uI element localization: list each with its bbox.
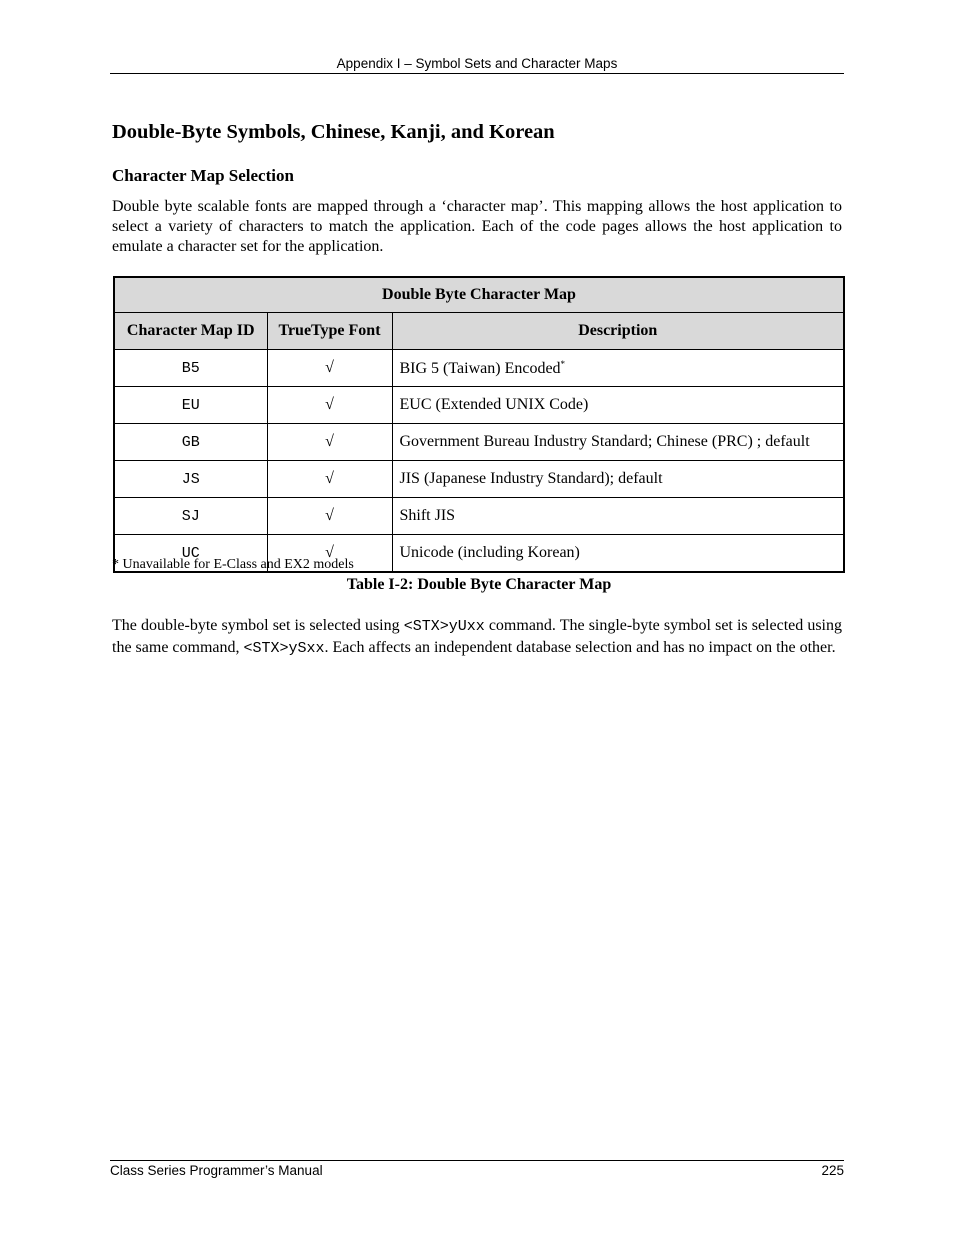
table-footnote: * Unavailable for E-Class and EX2 models [112,557,354,572]
description-cell [392,350,844,387]
running-footer [110,1160,844,1178]
table-header-row [114,313,844,350]
checkmark-cell: √ [267,424,392,461]
description-cell: JIS (Japanese Industry Standard); default [392,461,844,498]
checkmark-cell: √ [267,387,392,424]
table-caption: Table I-2: Double Byte Character Map [346,576,612,593]
running-header: Appendix I – Symbol Sets and Character Maps [110,56,844,74]
checkmark-cell: √ [267,461,392,498]
map-id-cell: B5 [114,350,267,387]
map-id-cell: UC [114,535,267,573]
body-text-2: command. The single-byte symbol set is selected using the same command, [112,617,843,656]
column-header-truetype: TrueType Font [267,313,392,350]
footnote-marker: * [560,358,566,369]
table-row [114,350,844,387]
description-text: BIG 5 (Taiwan) Encoded [399,359,561,377]
description-cell: Shift JIS [392,498,844,535]
table-title: Double Byte Character Map [114,277,844,313]
checkmark-cell: √ [267,350,392,387]
column-header-id: Character Map ID [114,313,267,350]
table-row [114,498,844,535]
checkmark-cell: √ [267,498,392,535]
map-id-cell: GB [114,424,267,461]
map-id-cell: JS [114,461,267,498]
command-code-ys: <STX>ySxx [243,640,325,657]
character-map-table [113,276,845,573]
table-row [114,424,844,461]
description-cell: Government Bureau Industry Standard; Chinese (PRC) ; default [392,424,844,461]
manual-title: Class Series Programmer’s Manual [110,1163,323,1178]
table-row [114,461,844,498]
description-cell: EUC (Extended UNIX Code) [392,387,844,424]
section-subtitle: Character Map Selection [112,166,294,185]
section-title: Double-Byte Symbols, Chinese, Kanji, and Korean [112,121,555,143]
command-code-yu: <STX>yUxx [403,618,485,635]
table-title-row [114,277,844,313]
column-header-description: Description [392,313,844,350]
map-id-cell: EU [114,387,267,424]
page-number: 225 [821,1163,844,1178]
body-paragraph [112,615,842,659]
description-cell: Unicode (including Korean) [392,535,844,573]
intro-paragraph: Double byte scalable fonts are mapped through a ‘character map’. This mapping allows the host application to select a variety of characters to match the application. Each of the code pages allows the host application to emulate a character set for the application. [112,198,842,255]
body-text-3: . Each affects an independent database selection and has no impact on the other. [324,639,836,656]
body-text-1: The double-byte symbol set is selected using [112,617,404,634]
table-row [114,387,844,424]
checkmark-cell: √ [267,535,392,573]
map-id-cell: SJ [114,498,267,535]
